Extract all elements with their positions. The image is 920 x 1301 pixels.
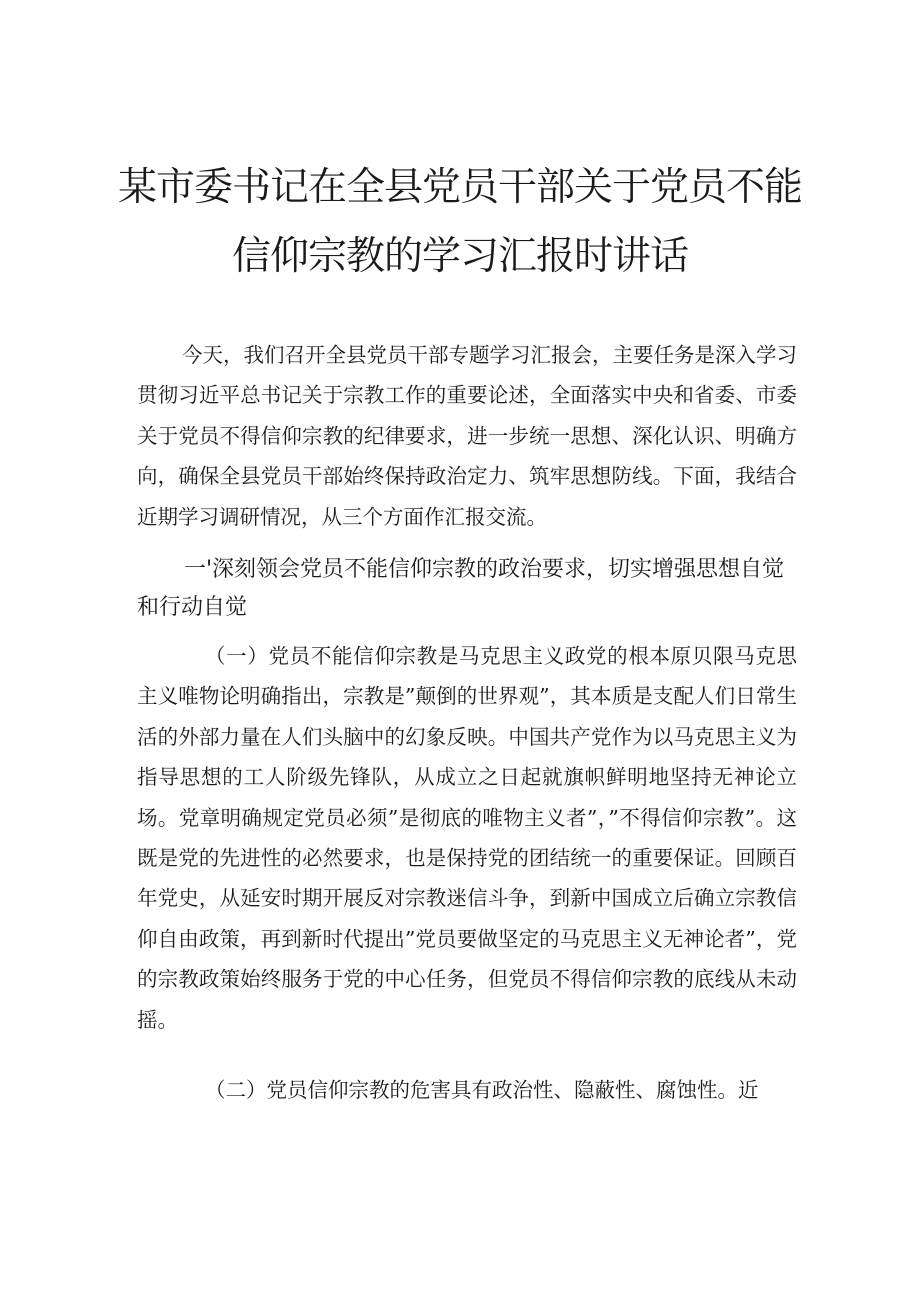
document-title-line-1: 某市委书记在全县党员干部关于党员不能 <box>117 165 802 210</box>
subsection-2-paragraph: （二）党员信仰宗教的危害具有政治性、隐蔽性、腐蚀性。近 <box>205 1078 759 1102</box>
section-1-heading: 一'深刻领会党员不能信仰宗教的政治要求，切实增强思想自觉和行动自觉 <box>137 557 785 620</box>
subsection-1-paragraph: （一）党员不能信仰宗教是马克思主义政党的根本原贝限马克思主义唯物论明确指出，宗教是”颠倒的世界观”，其本质是支配人们日常生活的外部力量在人们头脑中的幻象反映。中国共产党作为以马克思主义为指导思想的工人阶级先锋队，从成立之日起就旗帜鲜明地坚持无神论立场。党章明确规定党员必须”是彻底的唯物主义者”，”不得信仰宗教”。这既是党的先进性的必然要求，也是保持党的团结统一的重要保证。回顾百年党史，从延安时期开展反对宗教迷信斗争，到新中国成立后确立宗教信仰自由政策，再到新时代提出”党员要做坚定的马克思主义无神论者”，党的宗教政策始终服务于党的中心任务，但党员不得信仰宗教的底线从未动摇。 <box>137 644 797 1032</box>
intro-paragraph: 今天，我们召开全县党员干部专题学习汇报会，主要任务是深入学习贯彻习近平总书记关于宗教工作的重要论述，全面落实中央和省委、市委关于党员不得信仰宗教的纪律要求，进一步统一思想、深化认识、明确方向，确保全县党员干部始终保持政治定力、筑牢思想防线。下面，我结合近期学习调研情况，从三个方面作汇报交流。 <box>137 343 797 529</box>
document-title-line-2: 信仰宗教的学习汇报时讲话 <box>231 234 688 279</box>
